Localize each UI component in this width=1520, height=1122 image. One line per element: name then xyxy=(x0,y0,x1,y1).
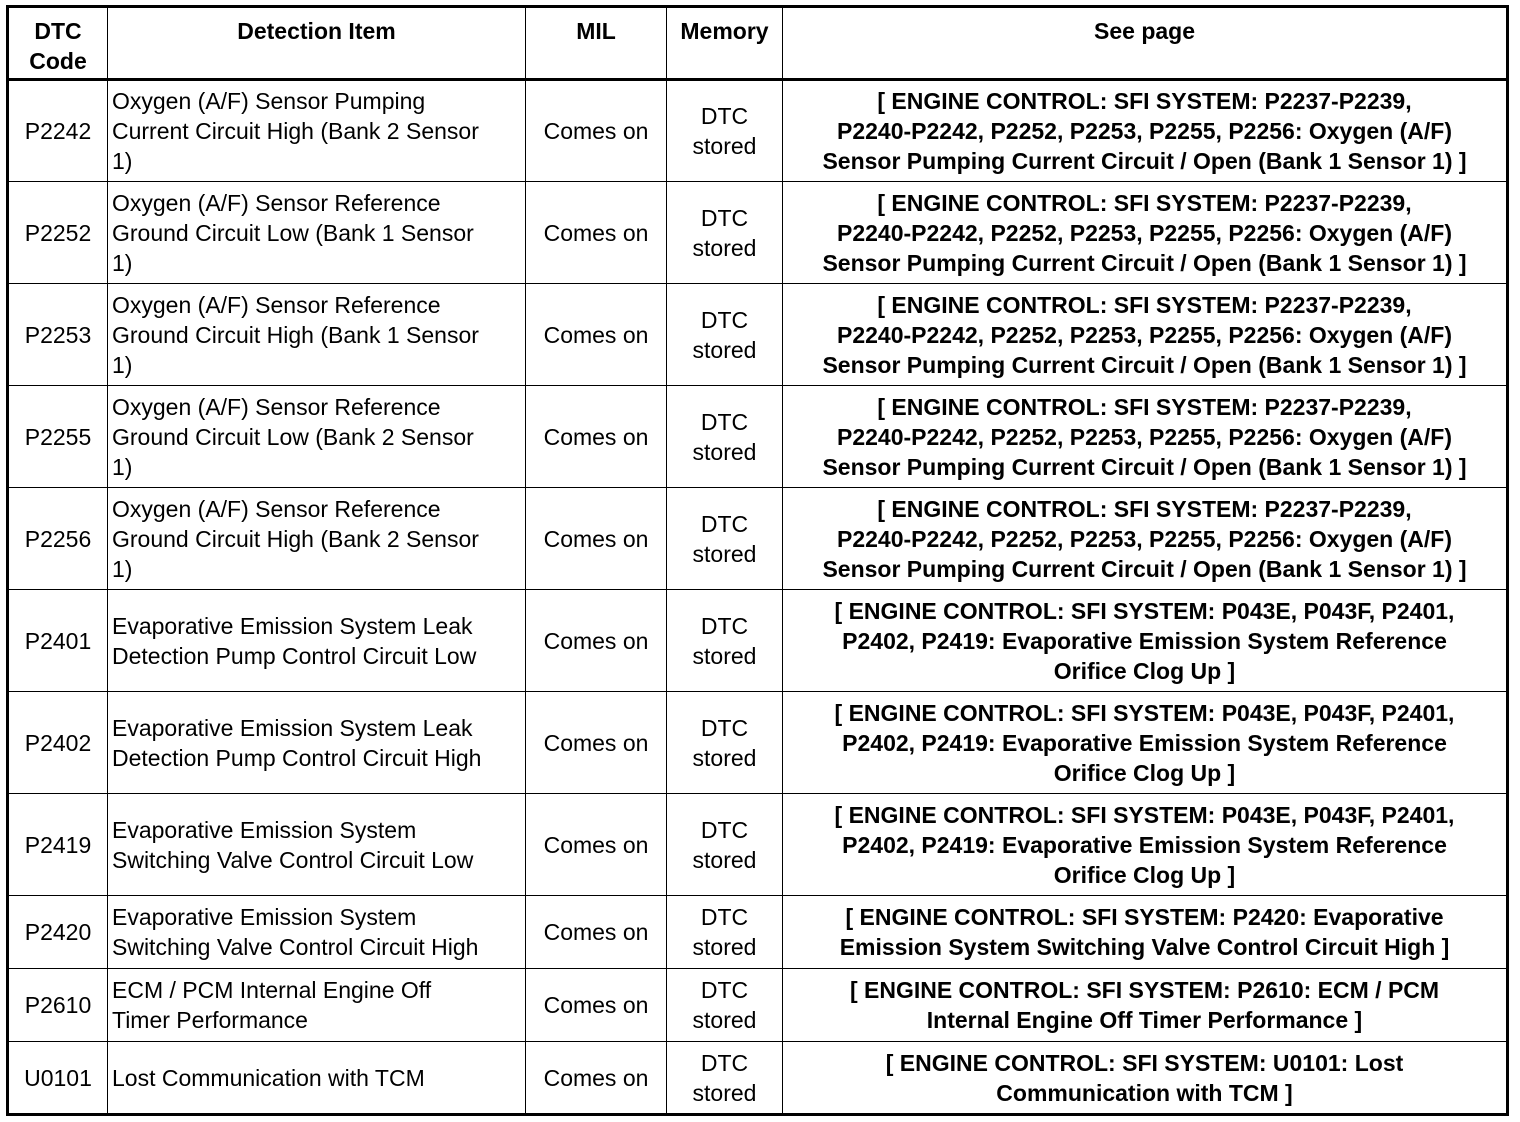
detection-item-cell: Evaporative Emission System Leak Detection Pump Control Circuit High xyxy=(108,692,526,794)
detection-item-cell: Oxygen (A/F) Sensor Reference Ground Circuit High (Bank 2 Sensor 1) xyxy=(108,488,526,590)
table-row xyxy=(8,80,1508,182)
memory-cell: DTC stored xyxy=(667,182,783,284)
see-page-link[interactable]: [ ENGINE CONTROL: SFI SYSTEM: P043E, P043F, P2401, P2402, P2419: Evaporative Emission System Reference Orifice Clog Up ] xyxy=(783,692,1508,794)
detection-item-cell: Oxygen (A/F) Sensor Reference Ground Circuit High (Bank 1 Sensor 1) xyxy=(108,284,526,386)
detection-item-cell: Oxygen (A/F) Sensor Reference Ground Circuit Low (Bank 1 Sensor 1) xyxy=(108,182,526,284)
table-row xyxy=(8,969,1508,1042)
header-detection-item: Detection Item xyxy=(108,7,526,80)
see-page-link[interactable]: [ ENGINE CONTROL: SFI SYSTEM: P043E, P043F, P2401, P2402, P2419: Evaporative Emission System Reference Orifice Clog Up ] xyxy=(783,590,1508,692)
mil-cell: Comes on xyxy=(526,969,667,1042)
mil-cell: Comes on xyxy=(526,1042,667,1115)
mil-cell: Comes on xyxy=(526,80,667,182)
memory-cell: DTC stored xyxy=(667,896,783,969)
dtc-code-cell: P2401 xyxy=(8,590,108,692)
dtc-table xyxy=(6,5,1509,1116)
memory-cell: DTC stored xyxy=(667,692,783,794)
see-page-link[interactable]: [ ENGINE CONTROL: SFI SYSTEM: P2237-P2239, P2240-P2242, P2252, P2253, P2255, P2256: Oxygen (A/F) Sensor Pumping Current Circuit / Open (Bank 1 Sensor 1) ] xyxy=(783,488,1508,590)
see-page-link[interactable]: [ ENGINE CONTROL: SFI SYSTEM: P2420: Evaporative Emission System Switching Valve Control Circuit High ] xyxy=(783,896,1508,969)
header-mil: MIL xyxy=(526,7,667,80)
table-row xyxy=(8,692,1508,794)
header-memory: Memory xyxy=(667,7,783,80)
mil-cell: Comes on xyxy=(526,896,667,969)
mil-cell: Comes on xyxy=(526,182,667,284)
table-row xyxy=(8,590,1508,692)
dtc-code-cell: P2256 xyxy=(8,488,108,590)
memory-cell: DTC stored xyxy=(667,80,783,182)
see-page-link[interactable]: [ ENGINE CONTROL: SFI SYSTEM: U0101: Lost Communication with TCM ] xyxy=(783,1042,1508,1115)
memory-cell: DTC stored xyxy=(667,590,783,692)
memory-cell: DTC stored xyxy=(667,1042,783,1115)
memory-cell: DTC stored xyxy=(667,969,783,1042)
header-dtc-code: DTC Code xyxy=(8,7,108,80)
detection-item-cell: Evaporative Emission System Leak Detection Pump Control Circuit Low xyxy=(108,590,526,692)
detection-item-cell: Oxygen (A/F) Sensor Pumping Current Circuit High (Bank 2 Sensor 1) xyxy=(108,80,526,182)
dtc-code-cell: P2419 xyxy=(8,794,108,896)
see-page-link[interactable]: [ ENGINE CONTROL: SFI SYSTEM: P2237-P2239, P2240-P2242, P2252, P2253, P2255, P2256: Oxygen (A/F) Sensor Pumping Current Circuit / Open (Bank 1 Sensor 1) ] xyxy=(783,80,1508,182)
table-row xyxy=(8,182,1508,284)
memory-cell: DTC stored xyxy=(667,284,783,386)
table-row xyxy=(8,794,1508,896)
see-page-link[interactable]: [ ENGINE CONTROL: SFI SYSTEM: P2237-P2239, P2240-P2242, P2252, P2253, P2255, P2256: Oxygen (A/F) Sensor Pumping Current Circuit / Open (Bank 1 Sensor 1) ] xyxy=(783,182,1508,284)
dtc-code-cell: P2402 xyxy=(8,692,108,794)
see-page-link[interactable]: [ ENGINE CONTROL: SFI SYSTEM: P2237-P2239, P2240-P2242, P2252, P2253, P2255, P2256: Oxygen (A/F) Sensor Pumping Current Circuit / Open (Bank 1 Sensor 1) ] xyxy=(783,386,1508,488)
dtc-code-cell: P2420 xyxy=(8,896,108,969)
table-header-row xyxy=(8,7,1508,80)
header-see-page: See page xyxy=(783,7,1508,80)
table-row xyxy=(8,1042,1508,1115)
detection-item-cell: Evaporative Emission System Switching Valve Control Circuit High xyxy=(108,896,526,969)
dtc-code-cell: P2252 xyxy=(8,182,108,284)
see-page-link[interactable]: [ ENGINE CONTROL: SFI SYSTEM: P2610: ECM / PCM Internal Engine Off Timer Performance ] xyxy=(783,969,1508,1042)
dtc-code-cell: P2253 xyxy=(8,284,108,386)
memory-cell: DTC stored xyxy=(667,386,783,488)
detection-item-cell: Lost Communication with TCM xyxy=(108,1042,526,1115)
table-row xyxy=(8,488,1508,590)
dtc-code-cell: U0101 xyxy=(8,1042,108,1115)
mil-cell: Comes on xyxy=(526,590,667,692)
table-row xyxy=(8,386,1508,488)
mil-cell: Comes on xyxy=(526,692,667,794)
see-page-link[interactable]: [ ENGINE CONTROL: SFI SYSTEM: P043E, P043F, P2401, P2402, P2419: Evaporative Emission System Reference Orifice Clog Up ] xyxy=(783,794,1508,896)
mil-cell: Comes on xyxy=(526,488,667,590)
memory-cell: DTC stored xyxy=(667,794,783,896)
detection-item-cell: Oxygen (A/F) Sensor Reference Ground Circuit Low (Bank 2 Sensor 1) xyxy=(108,386,526,488)
memory-cell: DTC stored xyxy=(667,488,783,590)
mil-cell: Comes on xyxy=(526,794,667,896)
dtc-code-cell: P2255 xyxy=(8,386,108,488)
table-row xyxy=(8,284,1508,386)
detection-item-cell: Evaporative Emission System Switching Valve Control Circuit Low xyxy=(108,794,526,896)
dtc-code-cell: P2242 xyxy=(8,80,108,182)
see-page-link[interactable]: [ ENGINE CONTROL: SFI SYSTEM: P2237-P2239, P2240-P2242, P2252, P2253, P2255, P2256: Oxygen (A/F) Sensor Pumping Current Circuit / Open (Bank 1 Sensor 1) ] xyxy=(783,284,1508,386)
detection-item-cell: ECM / PCM Internal Engine Off Timer Performance xyxy=(108,969,526,1042)
table-row xyxy=(8,896,1508,969)
mil-cell: Comes on xyxy=(526,284,667,386)
mil-cell: Comes on xyxy=(526,386,667,488)
dtc-code-cell: P2610 xyxy=(8,969,108,1042)
